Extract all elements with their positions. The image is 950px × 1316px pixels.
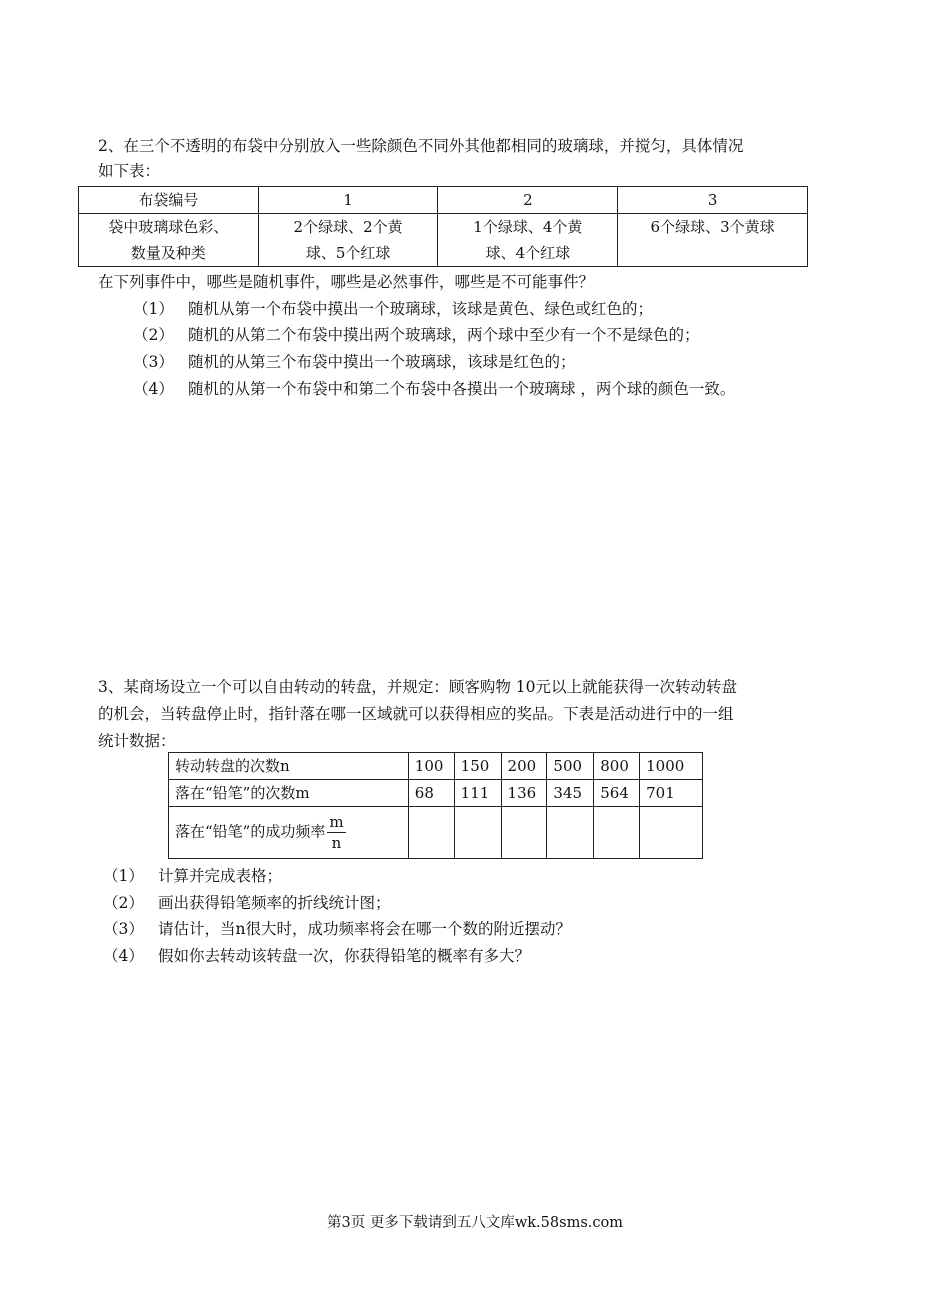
page-footer: 第3页 更多下载请到五八文库wk.58sms.com [327,1215,623,1231]
m-value: 701 [640,780,703,807]
item-label: （2） [103,894,144,912]
n-value: 200 [501,753,547,780]
item-label: （2） [133,326,174,344]
q3-item-3 [103,918,571,940]
empty-answer-cell[interactable] [640,807,703,859]
q2-item-1 [133,298,653,320]
row-label-line1: 袋中玻璃球色彩、 [108,218,229,236]
empty-answer-cell[interactable] [547,807,594,859]
item-text: 随机从第一个布袋中摸出一个玻璃球，该球是黄色、绿色或红色的； [188,300,654,318]
table-header-cell: 布袋编号 [79,187,259,214]
row-label-frequency [169,807,409,859]
fraction-numerator: m [329,813,344,831]
empty-answer-cell[interactable] [501,807,547,859]
empty-answer-cell[interactable] [594,807,640,859]
n-value: 100 [408,753,454,780]
q3-item-1 [103,865,282,887]
m-value: 68 [408,780,454,807]
n-value: 1000 [640,753,703,780]
row-label-line2: 数量及种类 [130,244,206,262]
item-text: 随机的从第三个布袋中摸出一个玻璃球，该球是红色的； [188,353,576,371]
empty-answer-cell[interactable] [454,807,501,859]
frequency-label-text: 落在“铅笔”的成功频率 [175,822,326,841]
m-value: 564 [594,780,640,807]
table-row [169,780,703,807]
m-value: 345 [547,780,594,807]
q2-item-3 [133,351,576,373]
bag2-line1: 1个绿球、4个黄 [473,218,583,236]
item-text: 随机的从第二个布袋中摸出两个玻璃球，两个球中至少有一个不是绿色的； [188,326,700,344]
table-row-label [79,214,259,267]
q3-item-4 [103,945,530,967]
item-label: （4） [103,947,144,965]
fraction-m-over-n [327,812,345,853]
table-header-cell: 3 [618,187,808,214]
fraction-denominator: n [331,834,342,852]
item-label: （1） [103,867,144,885]
bag1-line2: 球、5个红球 [305,244,391,262]
bag3-text: 6个绿球、3个黄球 [650,218,775,236]
q2-item-4 [133,378,735,400]
q2-item-2 [133,324,700,346]
n-value: 500 [547,753,594,780]
bag2-line2: 球、4个红球 [485,244,571,262]
bag1-line1: 2个绿球、2个黄 [293,218,403,236]
q2-intro-line2: 如下表： [98,162,161,180]
empty-answer-cell[interactable] [408,807,454,859]
table-row [79,187,808,214]
m-value: 111 [454,780,501,807]
item-text: 假如你去转动该转盘一次，你获得铅笔的概率有多大？ [158,947,531,965]
item-text: 画出获得铅笔频率的折线统计图； [158,894,391,912]
table-row [79,214,808,267]
m-value: 136 [501,780,547,807]
q2-bag-table [78,186,808,267]
row-label-m: 落在“铅笔”的次数m [169,780,409,807]
item-label: （4） [133,380,174,398]
row-label-n: 转动转盘的次数n [169,753,409,780]
table-cell-bag2 [438,214,618,267]
item-label: （3） [133,353,174,371]
table-row [169,753,703,780]
n-value: 800 [594,753,640,780]
q3-item-2 [103,892,391,914]
item-text: 请估计，当n很大时，成功频率将会在哪一个数的附近摆动？ [158,920,571,938]
q3-intro-line2: 的机会，当转盘停止时，指针落在哪一区域就可以获得相应的奖品。下表是活动进行中的一组 [98,705,734,723]
item-text: 随机的从第一个布袋中和第二个布袋中各摸出一个玻璃球 ，两个球的颜色一致。 [188,380,736,398]
table-row [169,807,703,859]
table-header-cell: 2 [438,187,618,214]
item-label: （3） [103,920,144,938]
item-label: （1） [133,300,174,318]
q2-intro-line1: 2、在三个不透明的布袋中分别放入一些除颜色不同外其他都相同的玻璃球，并搅匀，具体情况 [98,137,744,155]
q2-question: 在下列事件中，哪些是随机事件，哪些是必然事件，哪些是不可能事件？ [98,273,595,291]
table-cell-bag3 [618,214,808,267]
q3-spinner-table [168,752,703,859]
n-value: 150 [454,753,501,780]
table-header-cell: 1 [258,187,438,214]
q3-intro-line1: 3、某商场设立一个可以自由转动的转盘，并规定：顾客购物 10元以上就能获得一次转动转盘 [98,678,738,696]
item-text: 计算并完成表格； [158,867,283,885]
table-cell-bag1 [258,214,438,267]
q3-intro-line3: 统计数据： [98,732,176,750]
